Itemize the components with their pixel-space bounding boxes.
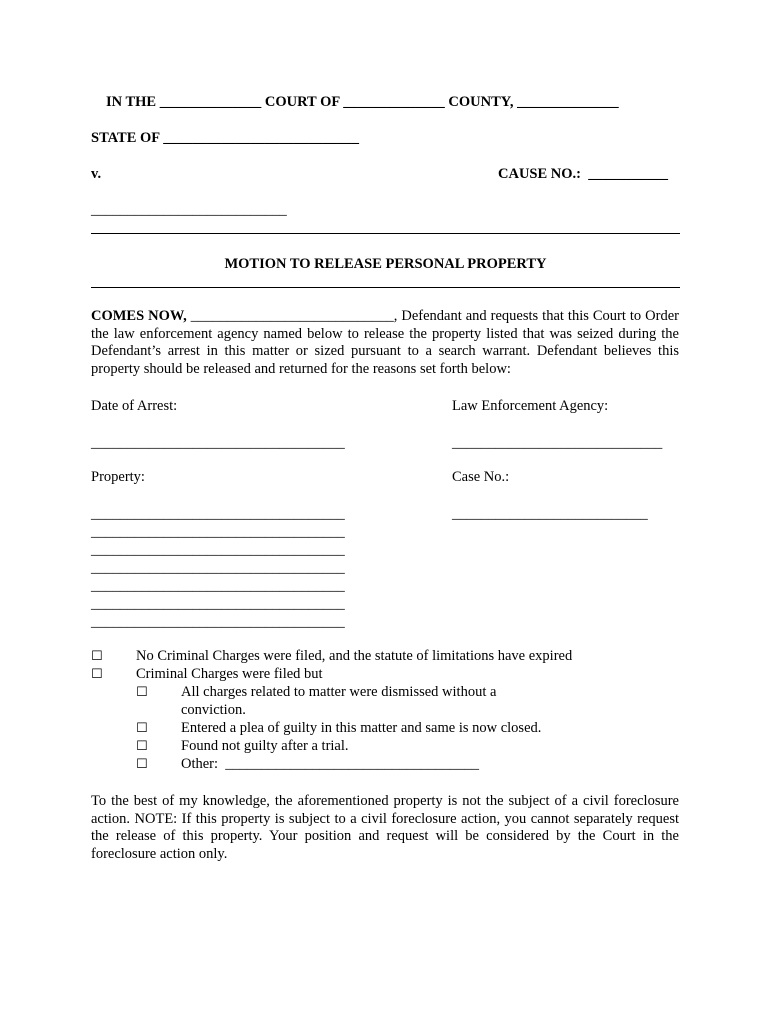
property-blank: ___________________________________ (91, 578, 345, 594)
property-blank: ___________________________________ (91, 542, 345, 558)
no-charges-label: No Criminal Charges were filed, and the statute of limitations have expired (136, 648, 573, 664)
property-blank: ___________________________________ (91, 506, 345, 522)
court-caption-line: IN THE ______________ COURT OF ______________ COUNTY, ______________ (106, 94, 619, 110)
cause-number: CAUSE NO.: ___________ (498, 166, 668, 182)
intro-body: ____________________________, Defendant and requests that this Court to Order the law enforcement agency named below to release the property listed that was seized during the Defendant’s arrest in this matter or sized pursuant to a search warrant. Defendant believes this property should be released and returned for the reasons set forth below: (91, 308, 679, 377)
versus-label: v. (91, 166, 102, 182)
title-top-rule (91, 233, 680, 234)
date-of-arrest-blank: ___________________________________ (91, 435, 345, 451)
property-label: Property: (91, 469, 145, 485)
case-no-label: Case No.: (452, 469, 510, 485)
agency-blank: _____________________________ (452, 435, 663, 451)
dismissed-label: All charges related to matter were dismissed without a (181, 684, 497, 700)
state-line: STATE OF ___________________________ (91, 130, 359, 146)
comes-now-lead: COMES NOW, (91, 308, 187, 324)
guilty-plea-label: Entered a plea of guilty in this matter and same is now closed. (181, 720, 542, 736)
closing-paragraph: To the best of my knowledge, the aforementioned property is not the subject of a civil foreclosure action. NOTE: If this property is subject to a civil foreclosure action, you cannot separately request the release of this property. Your position and request will be considered by the Court in the foreclosure action only. (91, 793, 679, 862)
not-guilty-label: Found not guilty after a trial. (181, 738, 349, 754)
title-bottom-rule (91, 287, 680, 288)
property-blank: ___________________________________ (91, 524, 345, 540)
property-blank: ___________________________________ (91, 560, 345, 576)
other-checkbox[interactable]: ☐ (136, 757, 148, 772)
date-of-arrest-label: Date of Arrest: (91, 398, 178, 414)
no-charges-checkbox[interactable]: ☐ (91, 649, 103, 664)
document-title: MOTION TO RELEASE PERSONAL PROPERTY (224, 256, 547, 272)
defendant-name-blank: ___________________________ (91, 202, 287, 218)
guilty-plea-checkbox[interactable]: ☐ (136, 721, 148, 736)
dismissed-label-continued: conviction. (181, 702, 246, 718)
charges-filed-label: Criminal Charges were filed but (136, 666, 323, 682)
not-guilty-checkbox[interactable]: ☐ (136, 739, 148, 754)
other-label: Other: ___________________________________ (181, 756, 480, 772)
dismissed-checkbox[interactable]: ☐ (136, 685, 148, 700)
property-blank: ___________________________________ (91, 596, 345, 612)
property-blank: ___________________________________ (91, 614, 345, 630)
intro-paragraph (91, 308, 679, 378)
case-no-blank: ___________________________ (452, 506, 648, 522)
charges-filed-checkbox[interactable]: ☐ (91, 667, 103, 682)
agency-label: Law Enforcement Agency: (452, 398, 609, 414)
